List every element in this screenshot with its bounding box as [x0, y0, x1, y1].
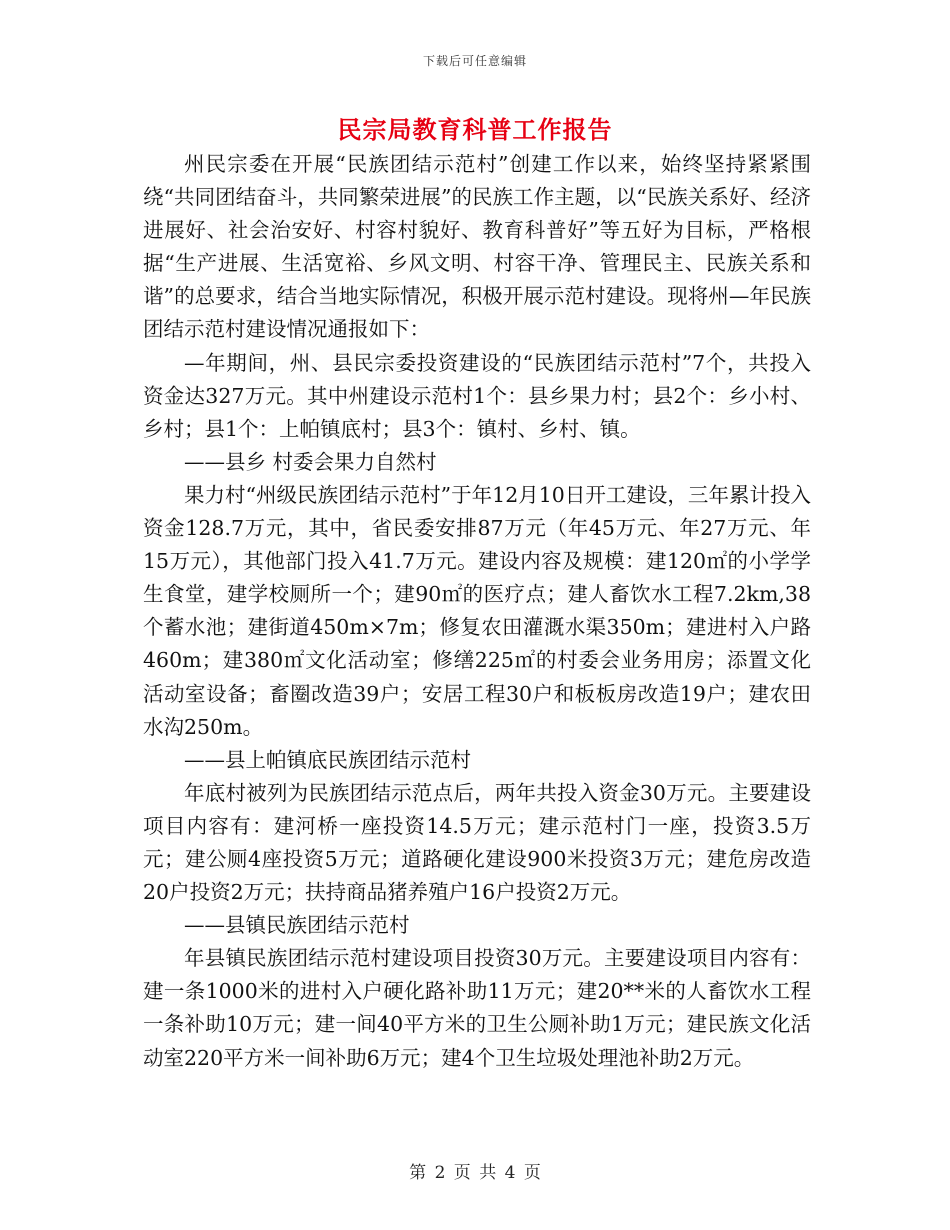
section-heading-town: ——县镇民族团结示范村 — [184, 913, 410, 938]
document-title: 民宗局教育科普工作报告 — [337, 115, 613, 144]
document-body — [143, 148, 811, 1075]
paragraph-town: 年县镇民族团结示范村建设项目投资30万元。主要建设项目内容有：建一条1000米的进村入户硬化路补助11万元；建20**米的人畜饮水工程一条补助10万元；建一间40平方米的卫生公厕补助1万元；建民族文化活动室220平方米一间补助6万元；建4个卫生垃圾处理池补助2万元。 — [143, 946, 811, 1070]
paragraph-intro: 州民宗委在开展“民族团结示范村”创建工作以来，始终坚持紧紧围绕“共同团结奋斗，共同繁荣进展”的民族工作主题，以“民族关系好、经济进展好、社会治安好、村容村貌好、教育科普好”等五好为目标，严格根据“生产进展、生活宽裕、乡风文明、村容干净、管理民主、民族关系和谐”的总要求，结合当地实际情况，积极开展示范村建设。现将州—年民族团结示范村建设情况通报如下： — [143, 152, 811, 342]
section-heading-shangpa: ——县上帕镇底民族团结示范村 — [184, 747, 471, 772]
header-note: 下载后可任意编辑 — [422, 54, 527, 68]
paragraph-shangpa: 年底村被列为民族团结示范点后，两年共投入资金30万元。主要建设项目内容有：建河桥一座投资14.5万元；建示范村门一座，投资3.5万元；建公厕4座投资5万元；道路硬化建设900米投资3万元；建危房改造20户投资2万元；扶持商品猪养殖户16户投资2万元。 — [143, 780, 811, 905]
paragraph-overview: —年期间，州、县民宗委投资建设的“民族团结示范村”7个，共投入资金达327万元。其中州建设示范村1个：县乡果力村；县2个：乡小村、乡村；县1个：上帕镇底村；县3个：镇村、乡村、镇。 — [143, 350, 811, 441]
section-heading-guoli: ——县乡 村委会果力自然村 — [184, 449, 437, 474]
paragraph-guoli: 果力村“州级民族团结示范村”于年12月10日开工建设，三年累计投入资金128.7万元，其中，省民委安排87万元（年45万元、年27万元、年15万元），其他部门投入41.7万元。建设内容及规模：建120㎡的小学学生食堂，建学校厕所一个；建90㎡的医疗点；建人畜饮水工程7.2km,38个蓄水池；建街道450m×7m；修复农田灌溉水渠350m；建进村入户路460m；建380㎡文化活动室；修缮225㎡的村委会业务用房；添置文化活动室设备；畜圈改造39户；安居工程30户和板板房改造19户；建农田水沟250m。 — [143, 482, 811, 739]
page-number: 第 2 页 共 4 页 — [409, 1163, 541, 1183]
